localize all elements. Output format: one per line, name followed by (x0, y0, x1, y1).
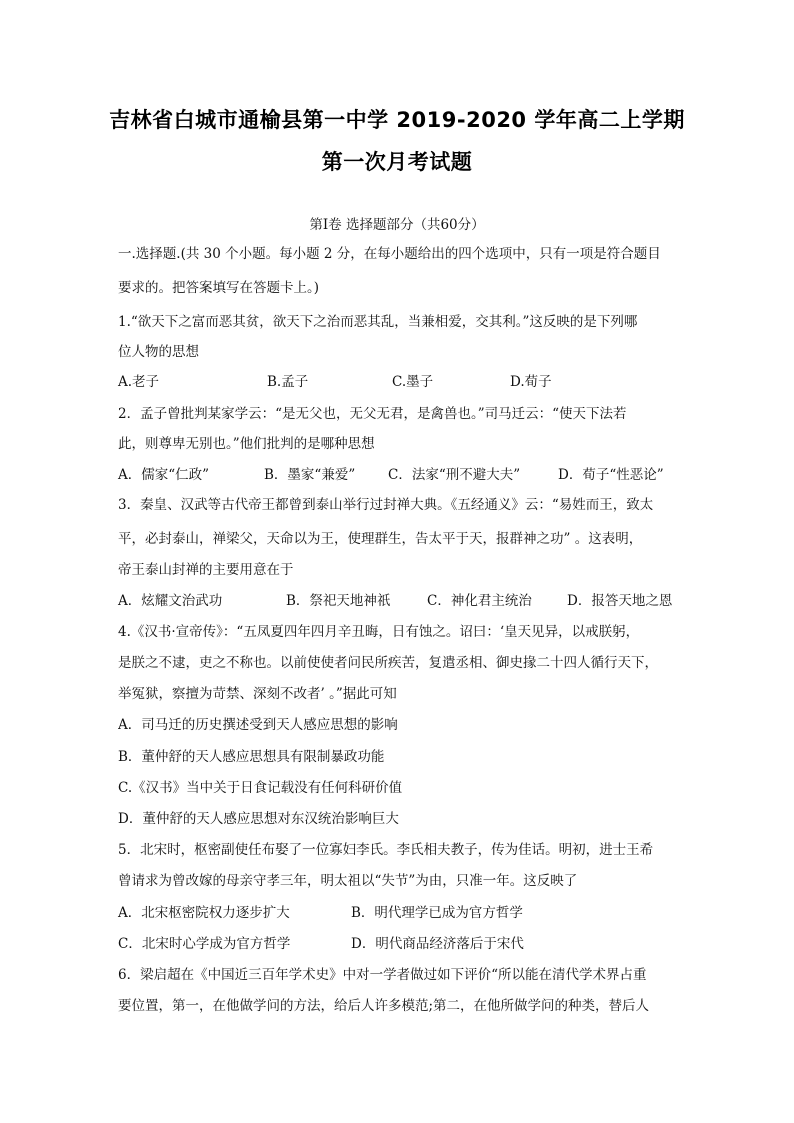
option-b: B．墨家“兼爱” (264, 467, 356, 483)
option-b: B．明代理学已成为官方哲学 (351, 905, 523, 921)
option-a: A．炫耀文治武功 (118, 593, 223, 609)
question-3-options (118, 592, 678, 610)
option-c: C．北宋时心学成为官方哲学 (118, 936, 291, 952)
instructions-line: 要求的。把答案填写在答题卡上。) (118, 280, 320, 296)
option-d: D．董仲舒的天人感应思想对东汉统治影响巨大 (118, 811, 399, 827)
option-b: B．董仲舒的天人感应思想具有限制暴政功能 (118, 749, 385, 765)
question-4-text: 举冤狱，察擅为苛禁、深刻不改者’ 。”据此可知 (118, 686, 397, 702)
option-d: D．报答天地之恩 (567, 593, 673, 609)
question-3-text: 3．秦皇、汉武等古代帝王都曾到泰山举行过封禅大典。《五经通义》云：“易姓而王，致太 (118, 497, 654, 513)
question-5-options (118, 935, 678, 953)
exam-title: 吉林省白城市通榆县第一中学 2019-2020 学年高二上学期 (109, 108, 685, 132)
option-c: C．神化君主统治 (427, 593, 532, 609)
question-4-text: 是朕之不逮，吏之不称也。以前使使者问民所疾苦，复遣丞相、御史掾二十四人循行天下， (118, 655, 658, 671)
option-b: B.孟子 (267, 374, 309, 390)
option-d: D.荀子 (510, 374, 552, 390)
question-4-text: 4.《汉书·宣帝传》：“五凤夏四年四月辛丑晦，日有蚀之。诏曰：‘皇天见异，以戒朕躬， (118, 624, 640, 640)
option-c: C.《汉书》当中关于日食记载没有任何科研价值 (118, 780, 403, 796)
question-3-text: 平，必封泰山，禅梁父，天命以为王，使理群生，告太平于天，报群神之功” 。这表明， (118, 531, 643, 547)
question-6-text: 6．梁启超在《中国近三百年学术史》中对一学者做过如下评价“所以能在清代学术界占重 (118, 967, 647, 983)
question-2-options (118, 466, 678, 484)
question-1-text: 1.“欲天下之富而恶其贫，欲天下之治而恶其乱，当兼相爱，交其利。”这反映的是下列哪 (118, 314, 638, 330)
option-a: A．司马迁的历史撰述受到天人感应思想的影响 (118, 717, 398, 733)
option-b: B．祭祀天地神祇 (286, 593, 391, 609)
question-3-text: 帝王泰山封禅的主要用意在于 (118, 562, 294, 578)
question-5-options (118, 904, 678, 922)
option-a: A．儒家“仁政” (118, 467, 210, 483)
question-1-text: 位人物的思想 (118, 344, 199, 360)
section-heading: 第Ⅰ卷 选择题部分（共60分） (309, 217, 485, 233)
option-d: D．明代商品经济落后于宋代 (351, 936, 524, 952)
option-d: D．荀子“性恶论” (558, 467, 664, 483)
option-c: C.墨子 (392, 374, 434, 390)
instructions-line: 一.选择题.(共 30 个小题。每小题 2 分，在每小题给出的四个选项中，只有一项是符合题目 (118, 246, 661, 262)
exam-subtitle: 第一次月考试题 (321, 150, 473, 174)
question-1-options (118, 373, 678, 391)
question-2-text: 此，则尊卑无别也。”他们批判的是哪种思想 (118, 436, 375, 452)
option-a: A．北宋枢密院权力逐步扩大 (118, 905, 290, 921)
question-5-text: 5．北宋时，枢密副使任布娶了一位寡妇李氏。李氏相夫教子，传为佳话。明初，进士王希 (118, 842, 654, 858)
question-2-text: 2．孟子曾批判某家学云：“是无父也，无父无君，是禽兽也。”司马迁云：“使天下法若 (118, 406, 627, 422)
question-6-text: 要位置，第一，在他做学问的方法，给后人许多模范;第二，在他所做学问的种类，替后人 (118, 998, 650, 1014)
option-c: C．法家“刑不避大夫” (388, 467, 521, 483)
question-5-text: 曾请求为曾改嫁的母亲守孝三年，明太祖以“失节”为由，只准一年。这反映了 (118, 873, 578, 889)
option-a: A.老子 (118, 374, 160, 390)
